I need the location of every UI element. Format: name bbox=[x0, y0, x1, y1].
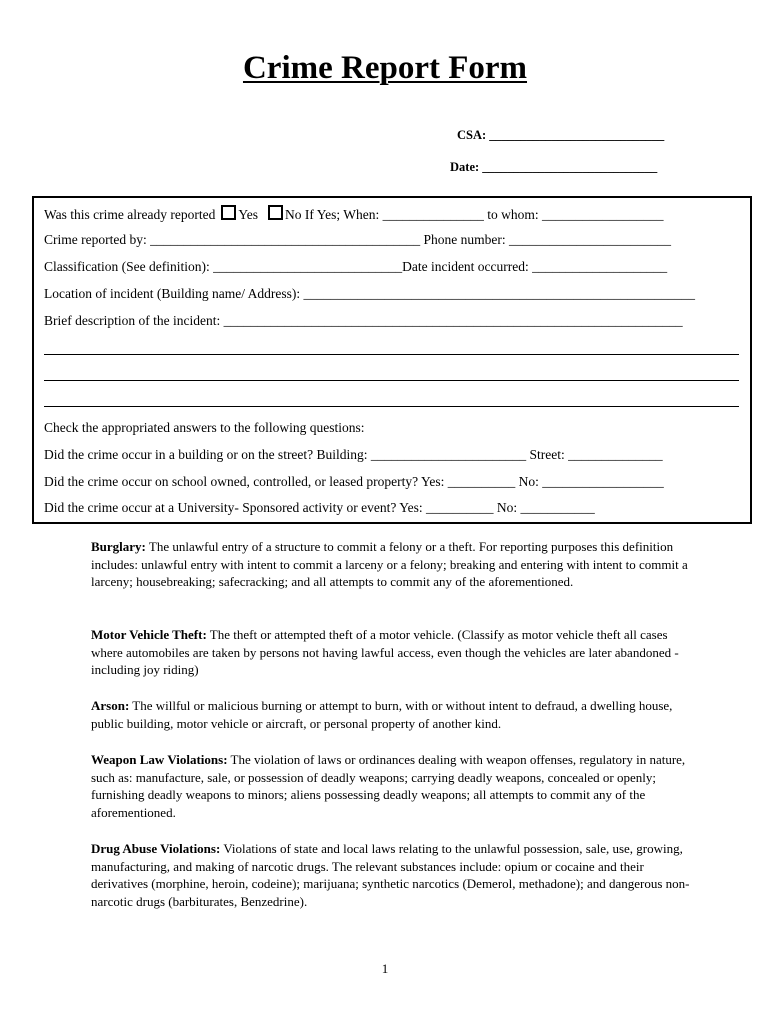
no-when-whom-fields[interactable]: No If Yes; When: _______________ to whom: __________________ bbox=[285, 207, 664, 222]
university-activity-question[interactable]: Did the crime occur at a University- Sponsored activity or event? Yes: __________ No: ___________ bbox=[44, 500, 595, 515]
definition-term: Drug Abuse Violations: bbox=[91, 841, 221, 856]
date-field[interactable]: Date: ____________________________ bbox=[450, 160, 658, 174]
definition-term: Motor Vehicle Theft: bbox=[91, 627, 207, 642]
definition-term: Burglary: bbox=[91, 539, 146, 554]
description-line[interactable] bbox=[44, 406, 739, 407]
school-property-question[interactable]: Did the crime occur on school owned, controlled, or leased property? Yes: __________ No: __________________ bbox=[44, 474, 664, 489]
definition-text: The violation of laws or ordinances dealing with weapon offenses, regulatory in nature, such as: manufacture, sale, or possession of deadly weapons; carrying deadly weapons, concealed or openly; furnishing deadly weapons to minors; aliens possessing deadly weapons; all attempts to commit any of the aforementioned. bbox=[91, 752, 686, 820]
definition-arson bbox=[91, 697, 691, 732]
definition-weapon-law-violations bbox=[91, 751, 691, 821]
definition-drug-abuse-violations bbox=[91, 840, 691, 910]
no-checkbox[interactable] bbox=[268, 205, 283, 220]
definition-text: The unlawful entry of a structure to commit a felony or a theft. For reporting purposes this definition includes: unlawful entry with intent to commit a larceny or a felony; breaking and entering with intent to commit a larceny; housebreaking; safecracking; and all attempts to commit any of the aforementioned. bbox=[91, 539, 688, 589]
definition-text: The willful or malicious burning or attempt to burn, with or without intent to defraud, a dwelling house, public building, motor vehicle or aircraft, or personal property of another kind. bbox=[91, 698, 673, 731]
building-street-question[interactable]: Did the crime occur in a building or on the street? Building: _______________________ Street: ______________ bbox=[44, 447, 663, 462]
page-number: 1 bbox=[381, 961, 389, 976]
reported-by-field[interactable]: Crime reported by: ________________________________________ Phone number: ________________________ bbox=[44, 232, 671, 247]
csa-field[interactable]: CSA: ____________________________ bbox=[457, 128, 665, 142]
definition-text: Violations of state and local laws relating to the unlawful possession, sale, use, growing, manufacturing, and making of narcotic drugs. The relevant substances include: opium or cocaine and their derivatives (morphine, heroin, codeine); marijuana; synthetic narcotics (Demerol, methadone); and dangerous non-narcotic drugs (barbiturates, Benzedrine). bbox=[91, 841, 690, 909]
definition-term: Weapon Law Violations: bbox=[91, 752, 228, 767]
already-reported-row bbox=[44, 205, 664, 223]
definition-motor-vehicle-theft bbox=[91, 626, 691, 679]
definition-term: Arson: bbox=[91, 698, 130, 713]
classification-field[interactable]: Classification (See definition): ____________________________Date incident occurred: ____________________ bbox=[44, 259, 668, 274]
description-field[interactable]: Brief description of the incident: ____________________________________________________________________ bbox=[44, 313, 683, 328]
page-title: Crime Report Form bbox=[242, 50, 528, 86]
description-line[interactable] bbox=[44, 380, 739, 381]
definition-text: The theft or attempted theft of a motor vehicle. (Classify as motor vehicle theft all cases where automobiles are taken by persons not having lawful access, even though the vehicles are later abandoned - including joy riding) bbox=[91, 627, 679, 677]
definition-burglary bbox=[91, 538, 691, 591]
location-field[interactable]: Location of incident (Building name/ Address): __________________________________________________________ bbox=[44, 286, 695, 301]
yes-label: Yes bbox=[238, 207, 258, 222]
description-line[interactable] bbox=[44, 354, 739, 355]
already-reported-label: Was this crime already reported bbox=[44, 207, 216, 222]
check-instructions: Check the appropriated answers to the following questions: bbox=[44, 420, 365, 435]
yes-checkbox[interactable] bbox=[221, 205, 236, 220]
